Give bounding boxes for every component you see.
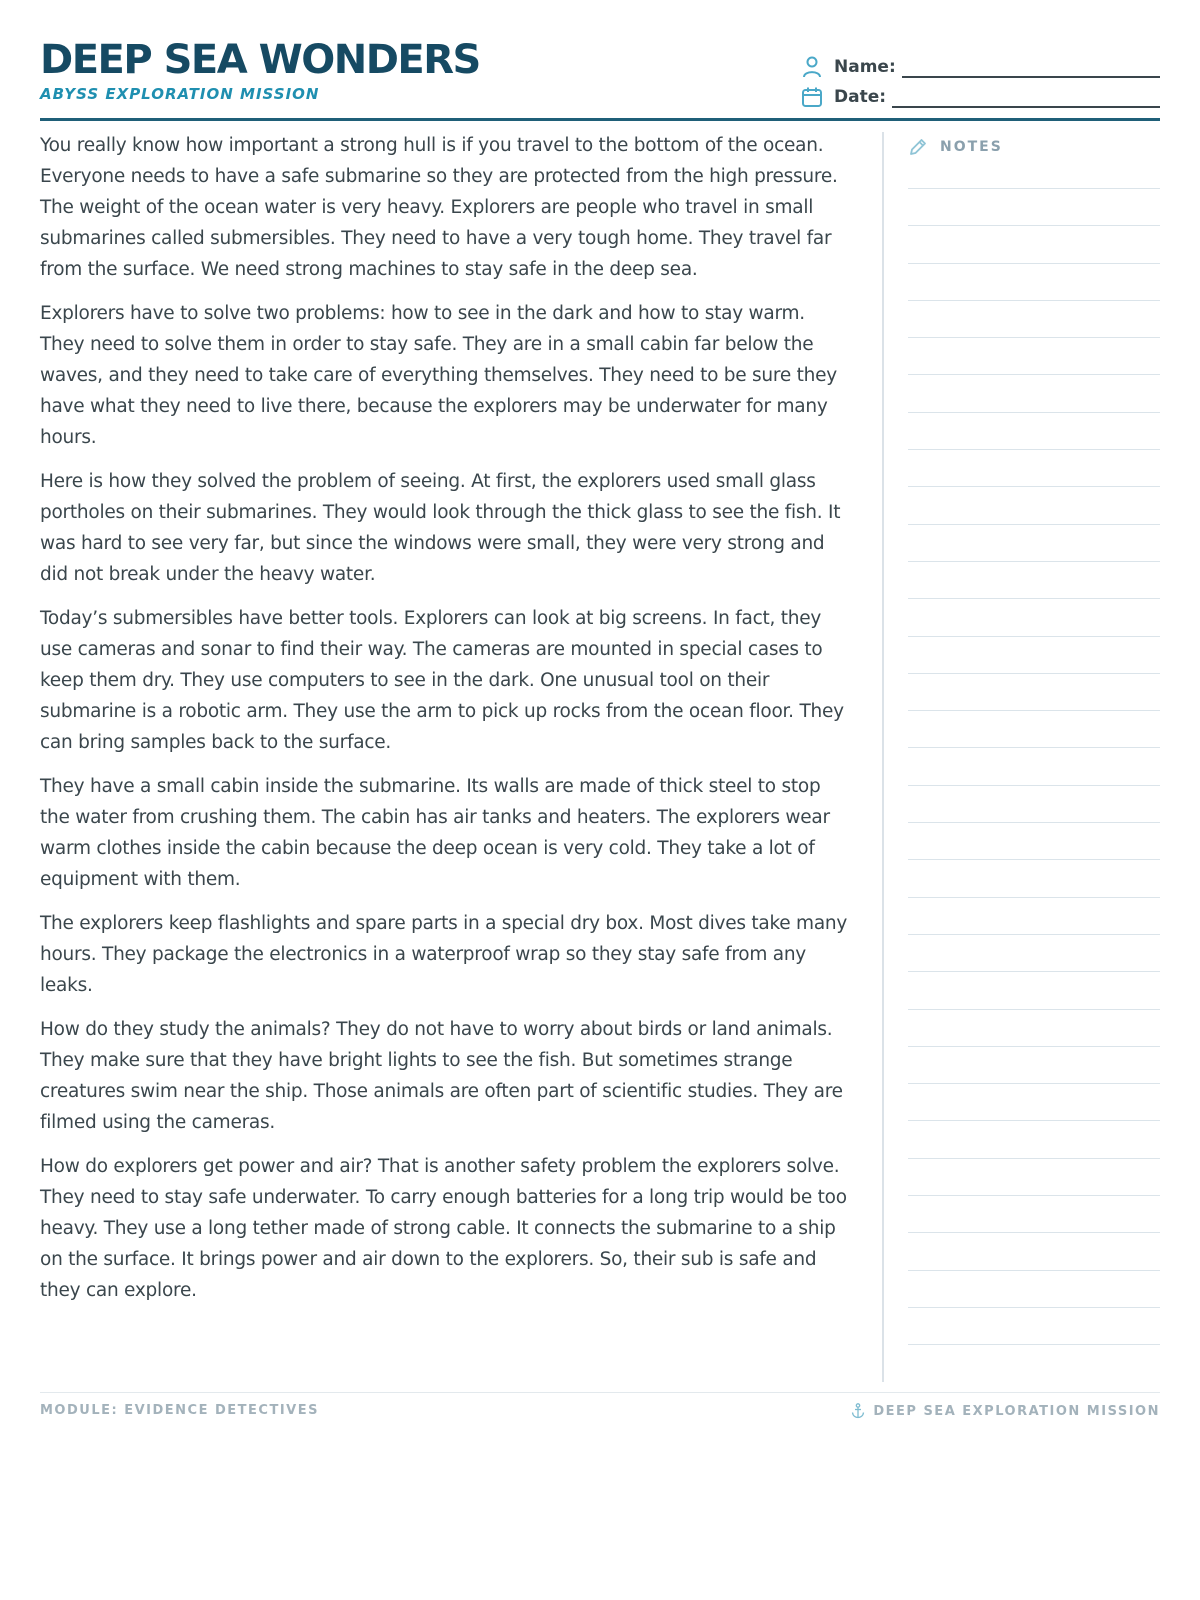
note-line[interactable] <box>908 189 1160 226</box>
footer-mission <box>851 1403 1160 1419</box>
note-line[interactable] <box>908 1196 1160 1233</box>
note-line[interactable] <box>908 1271 1160 1308</box>
note-line[interactable] <box>908 972 1160 1009</box>
note-line[interactable] <box>908 338 1160 375</box>
note-line[interactable] <box>908 487 1160 524</box>
anchor-icon <box>851 1403 867 1419</box>
page-title: DEEP SEA WONDERS <box>40 37 480 83</box>
paragraph: They have a small cabin inside the submarine. Its walls are made of thick steel to stop the water from crushing them. The cabin has air tanks and heaters. The explorers wear warm clothes inside the cabin because the deep ocean is very cold. They take a lot of equipment with them. <box>40 776 830 890</box>
note-line[interactable] <box>908 599 1160 636</box>
page-subtitle: ABYSS EXPLORATION MISSION <box>40 85 320 103</box>
name-label: Name: <box>834 57 896 77</box>
paragraph: How do they study the animals? They do not have to worry about birds or land animals. They make sure that they have bright lights to see the fish. But sometimes strange creatures swim near the ship. Those animals are often part of scientific studies. They are filmed using the cameras. <box>40 1019 843 1133</box>
note-line[interactable] <box>908 1084 1160 1121</box>
note-line[interactable] <box>908 1159 1160 1196</box>
note-line[interactable] <box>908 674 1160 711</box>
note-line[interactable] <box>908 860 1160 897</box>
note-line[interactable] <box>908 1308 1160 1345</box>
notes-panel <box>908 132 1160 1345</box>
note-line[interactable] <box>908 525 1160 562</box>
note-line[interactable] <box>908 301 1160 338</box>
note-line[interactable] <box>908 748 1160 785</box>
column-divider <box>882 132 884 1382</box>
paragraph: You really know how important a strong hull is if you travel to the bottom of the ocean. Everyone needs to have a safe submarine so they are protected from the high pressure. The weight of the ocean water is very heavy. Explorers are people who travel in small submarines called submersibles. They need to have a very tough home. They travel far from the surface. We need strong machines to stay safe in the deep sea. <box>40 135 838 280</box>
note-line[interactable] <box>908 413 1160 450</box>
worksheet-page <box>40 0 1160 1600</box>
note-line[interactable] <box>908 898 1160 935</box>
user-icon <box>800 55 824 79</box>
note-line[interactable] <box>908 637 1160 674</box>
footer-module-label: MODULE: EVIDENCE DETECTIVES <box>40 1403 319 1418</box>
date-blank[interactable] <box>892 90 1160 108</box>
name-blank[interactable] <box>902 60 1160 78</box>
note-line[interactable] <box>908 786 1160 823</box>
reading-passage <box>40 130 850 1319</box>
calendar-icon <box>800 85 824 109</box>
date-label: Date: <box>834 87 887 107</box>
note-line[interactable] <box>908 1010 1160 1047</box>
note-line[interactable] <box>908 264 1160 301</box>
notes-title: NOTES <box>940 139 1003 155</box>
note-line[interactable] <box>908 1121 1160 1158</box>
notes-header <box>908 132 1160 162</box>
footer-mission-label: DEEP SEA EXPLORATION MISSION <box>873 1403 1160 1419</box>
date-field <box>800 82 1160 112</box>
footer <box>40 1392 1160 1433</box>
student-fields <box>800 52 1160 112</box>
note-line[interactable] <box>908 450 1160 487</box>
note-line[interactable] <box>908 823 1160 860</box>
note-line[interactable] <box>908 375 1160 412</box>
name-field <box>800 52 1160 82</box>
note-line[interactable] <box>908 226 1160 263</box>
note-line[interactable] <box>908 1047 1160 1084</box>
paragraph: Today’s submersibles have better tools. Explorers can look at big screens. In fact, they use cameras and sonar to find their way. The cameras are mounted in special cases to keep them dry. They use computers to see in the dark. One unusual tool on their submarine is a robotic arm. They use the arm to pick up rocks from the ocean floor. They can bring samples back to the surface. <box>40 608 844 753</box>
paragraph: The explorers keep flashlights and spare parts in a special dry box. Most dives take many hours. They package the electronics in a waterproof wrap so they stay safe from any leaks. <box>40 913 848 996</box>
paragraph: Here is how they solved the problem of seeing. At first, the explorers used small glass portholes on their submarines. They would look through the thick glass to see the fish. It was hard to see very far, but since the windows were small, they were very strong and did not break under the heavy water. <box>40 471 841 585</box>
note-line[interactable] <box>908 935 1160 972</box>
note-line[interactable] <box>908 562 1160 599</box>
paragraph: How do explorers get power and air? That is another safety problem the explorers solve. They need to stay safe underwater. To carry enough batteries for a long trip would be too heavy. They use a long tether made of strong cable. It connects the submarine to a ship on the surface. It brings power and air down to the explorers. So, their sub is safe and they can explore. <box>40 1156 847 1301</box>
note-line[interactable] <box>908 1233 1160 1270</box>
note-lines[interactable] <box>908 188 1160 1345</box>
header <box>40 36 1160 121</box>
paragraph: Explorers have to solve two problems: how to see in the dark and how to stay warm. They need to solve them in order to stay safe. They are in a small cabin far below the waves, and they need to take care of everything themselves. They need to be sure they have what they need to live there, because the explorers may be underwater for many hours. <box>40 303 837 448</box>
note-line[interactable] <box>908 711 1160 748</box>
pencil-icon <box>908 136 930 158</box>
